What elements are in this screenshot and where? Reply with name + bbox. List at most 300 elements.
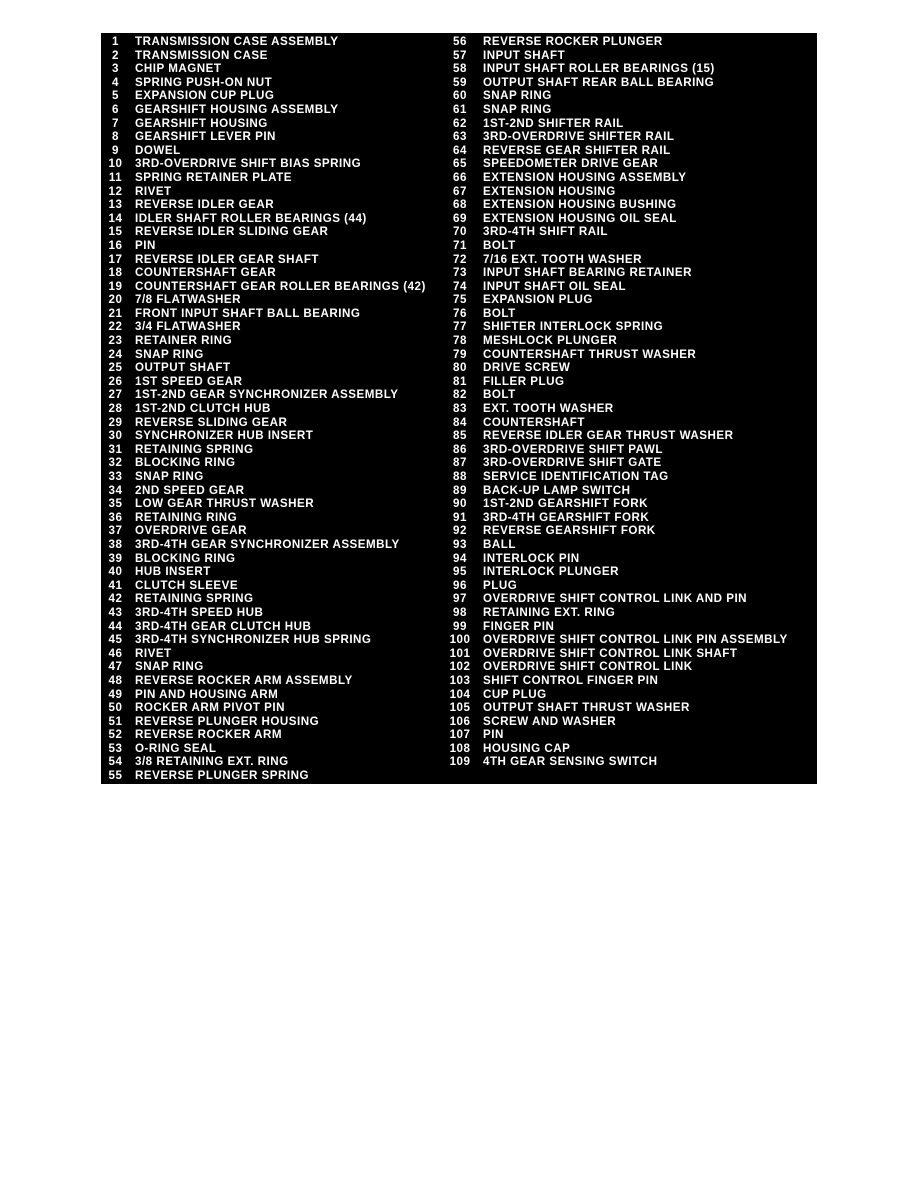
part-number: 64 [453, 143, 467, 157]
part-name: EXTENSION HOUSING ASSEMBLY [483, 170, 687, 184]
parts-list-item [101, 212, 446, 226]
part-number: 7 [112, 116, 119, 130]
part-name: INPUT SHAFT [483, 48, 566, 62]
part-name: EXPANSION CUP PLUG [135, 89, 275, 103]
parts-list-item [444, 538, 817, 552]
parts-list-item [101, 239, 446, 253]
part-number: 95 [453, 565, 467, 579]
part-number: 51 [108, 714, 123, 728]
part-number: 41 [108, 578, 123, 592]
part-name: SYNCHRONIZER HUB INSERT [135, 429, 314, 443]
part-name: 3RD-4TH SPEED HUB [135, 605, 264, 619]
part-number: 73 [453, 266, 467, 280]
part-name: 3RD-4TH SYNCHRONIZER HUB SPRING [135, 633, 372, 647]
part-number: 65 [453, 157, 467, 171]
parts-list-item [444, 185, 817, 199]
part-name: ROCKER ARM PIVOT PIN [135, 701, 285, 715]
part-number: 91 [453, 510, 467, 524]
parts-list-item [444, 660, 817, 674]
part-name: DRIVE SCREW [483, 361, 571, 375]
part-number: 46 [108, 646, 123, 660]
part-name: OUTPUT SHAFT REAR BALL BEARING [483, 75, 715, 89]
part-name: SPEEDOMETER DRIVE GEAR [483, 157, 659, 171]
parts-list-item [444, 728, 817, 742]
part-number: 24 [108, 347, 123, 361]
part-number: 19 [108, 279, 123, 293]
parts-list-item [101, 742, 446, 756]
part-name: RETAINING SPRING [135, 442, 254, 456]
part-name: PLUG [483, 578, 518, 592]
parts-list-item [444, 484, 817, 498]
part-name: 1ST-2ND CLUTCH HUB [135, 402, 271, 416]
part-name: REVERSE IDLER GEAR THRUST WASHER [483, 429, 734, 443]
part-name: RETAINING SPRING [135, 592, 254, 606]
parts-list-item [101, 49, 446, 63]
part-number: 27 [108, 388, 123, 402]
part-number: 28 [108, 402, 123, 416]
part-name: SHIFT CONTROL FINGER PIN [483, 673, 659, 687]
part-name: RETAINER RING [135, 334, 233, 348]
part-number: 21 [108, 306, 123, 320]
parts-list-item [101, 307, 446, 321]
part-number: 37 [108, 524, 123, 538]
parts-list-item [444, 89, 817, 103]
parts-list-item [101, 497, 446, 511]
part-number: 84 [453, 415, 467, 429]
parts-list-item [101, 171, 446, 185]
part-name: REVERSE SLIDING GEAR [135, 415, 288, 429]
parts-list-item [101, 552, 446, 566]
part-number: 94 [453, 551, 467, 565]
part-name: INPUT SHAFT BEARING RETAINER [483, 266, 692, 280]
parts-list-item [444, 416, 817, 430]
part-name: PIN [483, 728, 504, 742]
part-number: 25 [108, 361, 123, 375]
part-number: 86 [453, 442, 467, 456]
part-name: 3RD-4TH GEAR CLUTCH HUB [135, 619, 312, 633]
part-number: 80 [453, 361, 467, 375]
part-name: OUTPUT SHAFT THRUST WASHER [483, 701, 690, 715]
part-number: 26 [108, 374, 123, 388]
part-number: 14 [108, 211, 123, 225]
part-number: 93 [453, 537, 467, 551]
parts-list-item [444, 456, 817, 470]
part-number: 88 [453, 470, 467, 483]
parts-list-item [444, 388, 817, 402]
part-number: 63 [453, 130, 467, 144]
parts-list-item [444, 701, 817, 715]
parts-list-item [444, 266, 817, 280]
parts-list-item [101, 35, 446, 49]
parts-list-item [101, 647, 446, 661]
part-number: 108 [449, 741, 471, 755]
parts-list-item [101, 565, 446, 579]
part-number: 105 [449, 701, 471, 715]
parts-list-item [101, 592, 446, 606]
part-name: SPRING RETAINER PLATE [135, 170, 292, 184]
part-number: 75 [453, 293, 467, 307]
part-name: HOUSING CAP [483, 741, 571, 755]
part-name: FILLER PLUG [483, 374, 565, 388]
parts-list-item [444, 606, 817, 620]
parts-list-item [444, 565, 817, 579]
part-number: 72 [453, 252, 467, 266]
part-name: RIVET [135, 184, 172, 198]
part-number: 69 [453, 211, 467, 225]
part-number: 33 [108, 470, 123, 483]
part-name: COUNTERSHAFT [483, 415, 585, 429]
part-number: 100 [449, 633, 471, 647]
part-number: 29 [108, 415, 123, 429]
parts-list-item [444, 212, 817, 226]
part-name: IDLER SHAFT ROLLER BEARINGS (44) [135, 211, 367, 225]
part-name: EXT. TOOTH WASHER [483, 402, 614, 416]
part-number: 57 [453, 48, 467, 62]
parts-list-item [101, 511, 446, 525]
parts-list-item [101, 728, 446, 742]
parts-list-item [101, 769, 446, 783]
parts-list-item [101, 402, 446, 416]
parts-list-item [444, 497, 817, 511]
part-name: EXTENSION HOUSING BUSHING [483, 198, 677, 212]
part-number: 54 [108, 755, 123, 769]
parts-list-item [444, 198, 817, 212]
part-name: INTERLOCK PIN [483, 551, 580, 565]
parts-list-item [101, 538, 446, 552]
part-name: 3RD-4TH SHIFT RAIL [483, 225, 608, 239]
part-name: 3/4 FLATWASHER [135, 320, 241, 334]
parts-list-item [444, 524, 817, 538]
part-name: EXTENSION HOUSING [483, 184, 616, 198]
part-name: GEARSHIFT HOUSING ASSEMBLY [135, 102, 339, 116]
part-name: PIN AND HOUSING ARM [135, 687, 279, 701]
parts-list-item [444, 320, 817, 334]
parts-list-item [444, 76, 817, 90]
part-name: REVERSE IDLER GEAR [135, 198, 275, 212]
parts-list-item [444, 225, 817, 239]
part-name: 3RD-OVERDRIVE SHIFT BIAS SPRING [135, 157, 362, 171]
part-number: 77 [453, 320, 467, 334]
parts-list-item [101, 484, 446, 498]
parts-list-item [444, 103, 817, 117]
part-number: 40 [108, 565, 123, 579]
part-name: OVERDRIVE SHIFT CONTROL LINK AND PIN [483, 592, 748, 606]
parts-list-item [101, 280, 446, 294]
parts-list-item [101, 320, 446, 334]
part-name: COUNTERSHAFT THRUST WASHER [483, 347, 697, 361]
part-name: BLOCKING RING [135, 551, 236, 565]
parts-list-item [101, 606, 446, 620]
parts-list-item [101, 89, 446, 103]
part-number: 12 [108, 184, 123, 198]
part-number: 16 [108, 238, 123, 252]
part-number: 53 [108, 741, 123, 755]
part-number: 56 [453, 35, 467, 48]
part-number: 48 [108, 673, 123, 687]
part-number: 55 [108, 769, 123, 783]
part-number: 96 [453, 578, 467, 592]
part-name: CUP PLUG [483, 687, 547, 701]
parts-list-item [444, 647, 817, 661]
part-number: 44 [108, 619, 123, 633]
part-number: 102 [449, 660, 471, 674]
parts-list-item [101, 76, 446, 90]
parts-list-item [101, 157, 446, 171]
part-name: INTERLOCK PLUNGER [483, 565, 620, 579]
part-number: 34 [108, 483, 123, 497]
parts-list-item [101, 674, 446, 688]
part-number: 6 [112, 102, 119, 116]
part-name: 3RD-OVERDRIVE SHIFT GATE [483, 456, 662, 470]
parts-list-item [101, 130, 446, 144]
parts-list-item [444, 443, 817, 457]
part-number: 71 [453, 238, 467, 252]
part-number: 92 [453, 524, 467, 538]
part-name: REVERSE PLUNGER SPRING [135, 769, 309, 783]
part-name: 3RD-OVERDRIVE SHIFTER RAIL [483, 130, 675, 144]
parts-list-item [101, 388, 446, 402]
part-number: 85 [453, 429, 467, 443]
part-number: 17 [108, 252, 123, 266]
part-number: 97 [453, 592, 467, 606]
parts-list-right-column [444, 35, 817, 769]
part-name: OVERDRIVE SHIFT CONTROL LINK PIN ASSEMBLY [483, 633, 788, 647]
part-name: BOLT [483, 238, 516, 252]
parts-list-item [101, 185, 446, 199]
part-number: 59 [453, 75, 467, 89]
part-number: 1 [112, 35, 119, 48]
part-number: 58 [453, 62, 467, 76]
part-name: SNAP RING [135, 347, 204, 361]
part-name: BLOCKING RING [135, 456, 236, 470]
parts-list-item [444, 633, 817, 647]
part-name: OVERDRIVE SHIFT CONTROL LINK [483, 660, 693, 674]
part-number: 106 [449, 714, 471, 728]
parts-list-item [101, 701, 446, 715]
part-number: 81 [453, 374, 467, 388]
parts-list-item [444, 280, 817, 294]
part-number: 62 [453, 116, 467, 130]
parts-list-item [101, 660, 446, 674]
part-name: INPUT SHAFT ROLLER BEARINGS (15) [483, 62, 715, 76]
parts-list-item [444, 715, 817, 729]
parts-list-item [444, 429, 817, 443]
part-name: COUNTERSHAFT GEAR ROLLER BEARINGS (42) [135, 279, 426, 293]
parts-list-item [101, 715, 446, 729]
parts-list-item [444, 620, 817, 634]
part-name: BALL [483, 537, 516, 551]
part-number: 68 [453, 198, 467, 212]
part-name: 2ND SPEED GEAR [135, 483, 245, 497]
parts-list-item [444, 552, 817, 566]
parts-list-item [101, 198, 446, 212]
part-number: 22 [108, 320, 123, 334]
part-number: 50 [108, 701, 123, 715]
part-name: REVERSE PLUNGER HOUSING [135, 714, 320, 728]
part-number: 66 [453, 170, 467, 184]
part-number: 101 [449, 646, 471, 660]
parts-list-item [444, 674, 817, 688]
parts-list-item [101, 429, 446, 443]
part-name: REVERSE ROCKER ARM [135, 728, 283, 742]
part-number: 109 [449, 755, 471, 769]
part-name: REVERSE IDLER SLIDING GEAR [135, 225, 329, 239]
part-number: 76 [453, 306, 467, 320]
part-name: SNAP RING [135, 470, 204, 483]
part-number: 78 [453, 334, 467, 348]
part-name: OVERDRIVE SHIFT CONTROL LINK SHAFT [483, 646, 738, 660]
part-name: GEARSHIFT HOUSING [135, 116, 268, 130]
part-number: 39 [108, 551, 123, 565]
part-number: 67 [453, 184, 467, 198]
parts-list-item [444, 348, 817, 362]
part-number: 52 [108, 728, 123, 742]
part-number: 32 [108, 456, 123, 470]
part-number: 11 [108, 170, 123, 184]
parts-list-item [101, 266, 446, 280]
parts-list-item [101, 620, 446, 634]
part-name: SNAP RING [483, 102, 552, 116]
part-name: SERVICE IDENTIFICATION TAG [483, 470, 669, 483]
part-number: 30 [108, 429, 123, 443]
parts-list-item [101, 524, 446, 538]
part-number: 38 [108, 537, 123, 551]
part-name: 7/16 EXT. TOOTH WASHER [483, 252, 642, 266]
part-name: LOW GEAR THRUST WASHER [135, 497, 315, 511]
part-name: FRONT INPUT SHAFT BALL BEARING [135, 306, 361, 320]
part-number: 47 [108, 660, 123, 674]
part-number: 8 [112, 130, 119, 144]
parts-list-item [444, 144, 817, 158]
parts-list-item [444, 402, 817, 416]
part-name: 4TH GEAR SENSING SWITCH [483, 755, 658, 769]
part-name: SPRING PUSH-ON NUT [135, 75, 273, 89]
part-number: 43 [108, 605, 123, 619]
part-number: 15 [108, 225, 123, 239]
parts-list-item [444, 307, 817, 321]
parts-list-item [101, 334, 446, 348]
parts-list-item [101, 361, 446, 375]
part-name: O-RING SEAL [135, 741, 217, 755]
part-number: 9 [112, 143, 119, 157]
parts-list-item [101, 293, 446, 307]
part-name: RETAINING RING [135, 510, 238, 524]
parts-list-item [444, 171, 817, 185]
parts-list-item [444, 49, 817, 63]
parts-list-item [101, 416, 446, 430]
parts-list-item [101, 117, 446, 131]
parts-list-item [444, 688, 817, 702]
part-name: REVERSE IDLER GEAR SHAFT [135, 252, 319, 266]
parts-list-item [444, 375, 817, 389]
part-number: 23 [108, 334, 123, 348]
part-name: 1ST-2ND SHIFTER RAIL [483, 116, 624, 130]
part-name: CHIP MAGNET [135, 62, 222, 76]
part-number: 4 [112, 75, 119, 89]
parts-list-item [101, 348, 446, 362]
part-number: 3 [112, 62, 119, 76]
part-name: COUNTERSHAFT GEAR [135, 266, 277, 280]
part-name: BACK-UP LAMP SWITCH [483, 483, 631, 497]
parts-list-item [444, 117, 817, 131]
part-name: REVERSE ROCKER ARM ASSEMBLY [135, 673, 353, 687]
parts-list-item [101, 103, 446, 117]
part-number: 35 [108, 497, 123, 511]
part-number: 45 [108, 633, 123, 647]
parts-list-item [101, 144, 446, 158]
parts-list-item [444, 239, 817, 253]
parts-list-item [444, 592, 817, 606]
part-name: TRANSMISSION CASE [135, 48, 268, 62]
part-name: SNAP RING [135, 660, 204, 674]
parts-list-item [101, 633, 446, 647]
parts-list-item [444, 755, 817, 769]
part-name: 3RD-4TH GEAR SYNCHRONIZER ASSEMBLY [135, 537, 400, 551]
part-number: 60 [453, 89, 467, 103]
part-name: OVERDRIVE GEAR [135, 524, 248, 538]
part-number: 61 [453, 102, 467, 116]
parts-list-item [444, 35, 817, 49]
part-name: 3/8 RETAINING EXT. RING [135, 755, 289, 769]
parts-list-item [101, 253, 446, 267]
part-number: 49 [108, 687, 123, 701]
parts-list-item [444, 511, 817, 525]
part-number: 107 [449, 728, 471, 742]
part-number: 104 [449, 687, 471, 701]
part-name: MESHLOCK PLUNGER [483, 334, 618, 348]
parts-list-item [444, 62, 817, 76]
parts-list-item [444, 334, 817, 348]
parts-list-item [444, 157, 817, 171]
parts-list-item [444, 293, 817, 307]
part-number: 10 [108, 157, 123, 171]
parts-list-item [444, 253, 817, 267]
part-number: 20 [108, 293, 123, 307]
part-number: 90 [453, 497, 467, 511]
part-number: 18 [108, 266, 123, 280]
parts-list-item [101, 62, 446, 76]
part-number: 74 [453, 279, 467, 293]
part-name: REVERSE ROCKER PLUNGER [483, 35, 663, 48]
part-name: 1ST-2ND GEARSHIFT FORK [483, 497, 648, 511]
part-name: SHIFTER INTERLOCK SPRING [483, 320, 664, 334]
parts-list-item [444, 579, 817, 593]
part-name: BOLT [483, 388, 516, 402]
part-number: 99 [453, 619, 467, 633]
parts-list-item [101, 456, 446, 470]
part-number: 42 [108, 592, 123, 606]
part-name: 7/8 FLATWASHER [135, 293, 241, 307]
part-name: SNAP RING [483, 89, 552, 103]
part-name: TRANSMISSION CASE ASSEMBLY [135, 35, 339, 48]
parts-list-item [101, 225, 446, 239]
part-name: REVERSE GEAR SHIFTER RAIL [483, 143, 671, 157]
part-name: GEARSHIFT LEVER PIN [135, 130, 276, 144]
part-name: OUTPUT SHAFT [135, 361, 231, 375]
part-number: 13 [108, 198, 123, 212]
part-name: 1ST-2ND GEAR SYNCHRONIZER ASSEMBLY [135, 388, 399, 402]
part-number: 5 [112, 89, 119, 103]
part-number: 103 [449, 673, 471, 687]
part-name: HUB INSERT [135, 565, 211, 579]
part-name: RETAINING EXT. RING [483, 605, 616, 619]
part-name: 3RD-OVERDRIVE SHIFT PAWL [483, 442, 663, 456]
part-name: RIVET [135, 646, 172, 660]
part-number: 89 [453, 483, 467, 497]
part-name: REVERSE GEARSHIFT FORK [483, 524, 656, 538]
part-name: 1ST SPEED GEAR [135, 374, 243, 388]
part-number: 87 [453, 456, 467, 470]
